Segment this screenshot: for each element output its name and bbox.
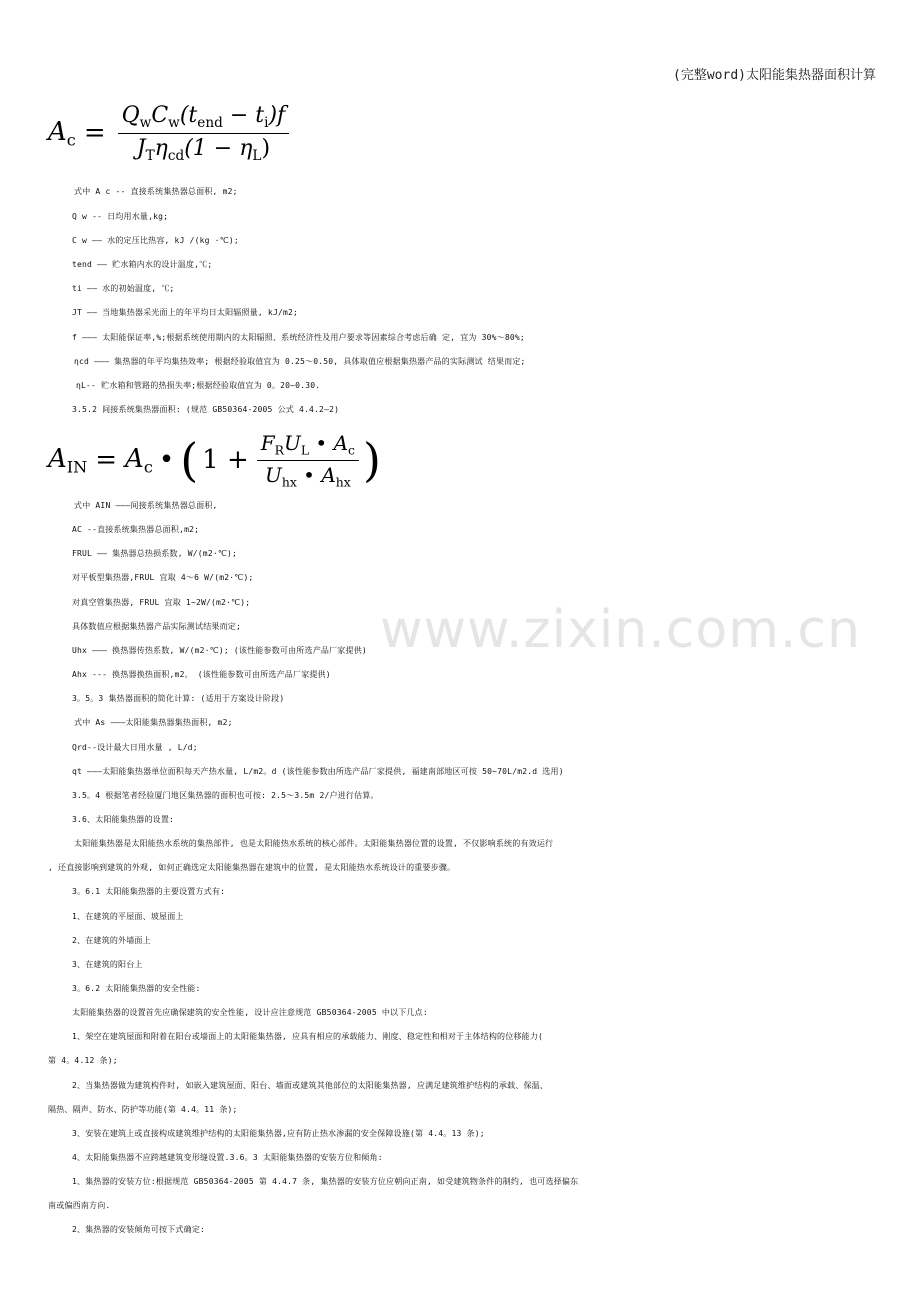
section-heading: 3。6.2 太阳能集热器的安全性能:	[72, 984, 201, 993]
list-item: 4、太阳能集热器不应跨越建筑变形缝设置.3.6。3 太阳能集热器的安装方位和倾角:	[72, 1153, 383, 1162]
formula-direct-area	[48, 98, 293, 168]
text-line: Uhx ——— 换热器传热系数, W/(m2·℃); (该性能参数可由所选产品厂家提供)	[72, 646, 367, 655]
text-line: 太阳能集热器是太阳能热水系统的集热部件, 也是太阳能热水系统的核心部件。太阳能集热器位置的设置, 不仅影响系统的有效运行	[74, 839, 554, 848]
text-line: 太阳能集热器的设置首先应确保建筑的安全性能, 设计应注意规范 GB50364-2005 中以下几点:	[72, 1008, 428, 1017]
equals-sign: =	[83, 118, 106, 148]
section-heading: 3.5。4 根据笔者经验厦门地区集热器的面积也可按: 2.5～3.5m 2/户进行估算。	[72, 791, 379, 800]
text-line: 式中 AIN ———间接系统集热器总面积,	[74, 501, 218, 510]
text-line: 具体数值应根据集热器产品实际测试结果而定;	[72, 622, 242, 631]
text-line: FRUL —— 集热器总热损系数, W/(m2·℃);	[72, 549, 238, 558]
formula-fraction	[257, 431, 359, 489]
text-line: ηcd ——— 集热器的年平均集热效率; 根据经验取值宜为 0.25～0.50, 具体取值应根据集热器产品的实际测试 结果而定;	[74, 357, 526, 366]
list-item: 1、集热器的安装方位:根据规范 GB50364-2005 第 4.4.7 条, 集热器的安装方位应朝向正南, 如受建筑物条件的制约, 也可选择偏东	[72, 1177, 579, 1186]
section-heading: 3。5。3 集热器面积的简化计算: (适用于方案设计阶段)	[72, 694, 285, 703]
fraction-numerator: $F_RU_L$ • $A_c$	[257, 431, 359, 460]
text-line: 式中 As ———太阳能集热器集热面积, m2;	[74, 718, 233, 727]
formula-lhs: $A_{IN}$	[48, 443, 88, 477]
section-heading: 3.5.2 间接系统集热器面积: (规范 GB50364-2005 公式 4.4.2—2)	[72, 405, 340, 414]
fraction-numerator: $Q_wC_w(t_{end} - t_i)f$	[118, 103, 290, 134]
list-item: 2、在建筑的外墙面上	[72, 936, 151, 945]
list-item: 2、集热器的安装倾角可按下式确定:	[72, 1225, 206, 1234]
text-line: f ——— 太阳能保证率,%;根据系统使用期内的太阳辐照、系统经济性及用户要求等因素综合考虑后确 定, 宜为 30%～80%;	[72, 333, 525, 342]
section-heading: 3.6、太阳能集热器的设置:	[72, 815, 175, 824]
text-line: qt ———太阳能集热器单位面积每天产热水量, L/m2。d (该性能参数由所选产品厂家提供, 福建南部地区可按 50~70L/m2.d 选用)	[72, 767, 564, 776]
text-line: 对平板型集热器,FRUL 宜取 4～6 W/(m2·℃);	[72, 573, 254, 582]
text-line: Ahx --- 换热器换热面积,m2。 (该性能参数可由所选产品厂家提供)	[72, 670, 331, 679]
list-item: 3、在建筑的阳台上	[72, 960, 143, 969]
list-item: 1、在建筑的平屋面、坡屋面上	[72, 912, 184, 921]
fraction-denominator: $U_{hx}$ • $A_{hx}$	[264, 462, 351, 489]
equals-sign: =	[95, 445, 118, 475]
text-line: ti —— 水的初始温度, ℃;	[72, 284, 175, 293]
formula-coefficient: $A_c$	[125, 443, 153, 477]
text-line: Qrd--设计最大日用水量 , L/d;	[72, 743, 198, 752]
one-plus: 1 +	[202, 445, 249, 475]
list-item: 2、当集热器做为建筑构件时, 如嵌入建筑屋面、阳台、墙面或建筑其他部位的太阳能集热器, 应满足建筑维护结构的承载、保温、	[72, 1081, 549, 1090]
multiply-dot: •	[158, 445, 175, 475]
left-paren: (	[180, 433, 199, 487]
text-line: C w —— 水的定压比热容, kJ /(kg ·℃);	[72, 236, 239, 245]
text-line: , 还直接影响到建筑的外观, 如何正确选定太阳能集热器在建筑中的位置, 是太阳能热水系统设计的重要步骤。	[48, 863, 456, 872]
list-item: 3、安装在建筑上或直接构成建筑维护结构的太阳能集热器,应有防止热水渗漏的安全保障设施(第 4.4。13 条);	[72, 1129, 485, 1138]
text-line: ηL-- 贮水箱和管路的热损失率;根据经验取值宜为 0。20~0.30.	[76, 381, 321, 390]
text-line: tend —— 贮水箱内水的设计温度,℃;	[72, 260, 213, 269]
formula-lhs: $A_c$	[48, 116, 76, 150]
text-line: JT —— 当地集热器采光面上的年平均日太阳辐照量, kJ/m2;	[72, 308, 299, 317]
fraction-denominator: $J_T\eta_{cd}(1 - \eta_L)$	[136, 135, 271, 164]
list-item: 1、架空在建筑屋面和附着在阳台或墙面上的太阳能集热器, 应具有相应的承载能力、刚度、稳定性和相对于主体结构的位移能力(	[72, 1032, 544, 1041]
text-line: 式中 A c -- 直接系统集热器总面积, m2;	[74, 187, 238, 196]
document-header: (完整word)太阳能集热器面积计算	[673, 68, 876, 83]
watermark: www.zixin.com.cn	[380, 600, 861, 660]
formula-fraction	[118, 103, 290, 164]
formula-indirect-area	[48, 427, 381, 493]
text-line: 第 4。4.12 条);	[48, 1056, 118, 1065]
section-heading: 3。6.1 太阳能集热器的主要设置方式有:	[72, 887, 226, 896]
right-paren: )	[363, 433, 381, 487]
text-line: AC --直接系统集热器总面积,m2;	[72, 525, 200, 534]
text-line: 对真空管集热器, FRUL 宜取 1~2W/(m2·℃);	[72, 598, 251, 607]
text-line: 隔热、隔声、防水、防护等功能(第 4.4。11 条);	[48, 1105, 238, 1114]
text-line: 南或偏西南方向.	[48, 1201, 111, 1210]
text-line: Q w -- 日均用水量,kg;	[72, 212, 169, 221]
